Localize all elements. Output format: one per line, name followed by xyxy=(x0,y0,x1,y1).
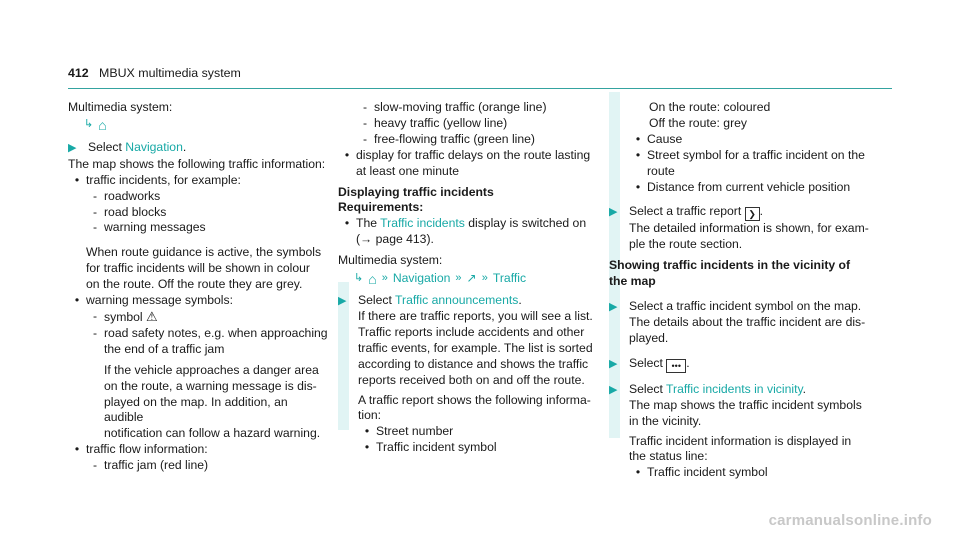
list-item: • display for traffic delays on the route lasting at least one minute xyxy=(344,147,591,178)
list-item: • Street symbol for a traffic incident on the route xyxy=(635,147,865,178)
step-select-traffic-report: ▶ Select a traffic report ❯ . The detailed information is shown, for exam- ple the route section. xyxy=(609,204,869,252)
header-title: MBUX multimedia system xyxy=(99,66,241,80)
list-item: • Traffic incident symbol xyxy=(364,440,497,455)
list-item: - free-flowing traffic (green line) xyxy=(362,131,535,146)
column-2 xyxy=(338,100,600,456)
list-item: • traffic flow information: xyxy=(74,442,208,457)
section-heading-cont: the map xyxy=(609,274,656,289)
list-item: • Traffic incident symbol xyxy=(635,465,768,480)
list-item: - heavy traffic (yellow line) xyxy=(362,115,508,130)
path-home xyxy=(84,116,330,135)
page-header xyxy=(68,66,241,82)
list-item: - road blocks xyxy=(92,204,167,219)
traffic-incidents-vicinity-link[interactable]: Traffic incidents in vicinity xyxy=(666,381,803,396)
step-select-incident-symbol: ▶ Select a traffic incident symbol on the map. The details about the traffic incident are dis- played. xyxy=(609,299,866,345)
chevron-right-icon[interactable]: ❯ xyxy=(745,207,760,221)
warning-triangle-icon: ⚠ xyxy=(146,308,158,324)
page-number: 412 xyxy=(68,66,89,80)
step-arrow-icon: ▶ xyxy=(609,301,618,314)
list-item: - symbol ⚠ xyxy=(92,308,158,324)
traffic-link[interactable]: Traffic xyxy=(492,270,527,285)
list-item: - roadworks xyxy=(92,188,161,203)
navigation-link[interactable]: Navigation xyxy=(125,139,183,154)
step-select-traffic-announcements: ▶ Select Traffic announcements. If there are traffic reports, you will see a list. Traffic reports include accidents and other traffic events, for example. The list is sorted according to distance and shows the traffic reports received both on and off the route. A traffic report shows the following informa- tion: xyxy=(338,293,593,423)
route-guidance-note: When route guidance is active, the symbols for traffic incidents will be shown in colour on the route. Off the route they are grey. xyxy=(86,245,322,292)
system-label: Multimedia system: xyxy=(68,100,173,114)
section-heading: Displaying traffic incidents xyxy=(338,184,494,199)
navigation-link[interactable]: Navigation xyxy=(392,270,451,285)
step-select-navigation: ▶ Select Navigation. xyxy=(68,140,330,157)
list-item: • Street number xyxy=(364,424,454,439)
chevron-right-icon: » xyxy=(455,271,462,284)
list-item: • Distance from current vehicle position xyxy=(635,179,851,194)
list-item: - warning messages xyxy=(92,220,206,235)
traffic-announcements-link[interactable]: Traffic announcements xyxy=(395,293,519,308)
more-options-icon[interactable]: ••• xyxy=(666,359,686,373)
list-item: - traffic jam (red line) xyxy=(92,458,209,473)
list-item: - road safety notes, e.g. when approaching the end of a traffic jam xyxy=(92,325,328,356)
pin-icon[interactable]: ↗ xyxy=(466,270,477,285)
step-arrow-icon: ▶ xyxy=(609,383,618,396)
intro-text: The map shows the following traffic information: xyxy=(68,156,326,171)
requirements-heading: Requirements: xyxy=(338,200,424,215)
list-item: • warning message symbols: xyxy=(74,293,233,308)
path-navigation-traffic xyxy=(354,269,600,288)
header-divider xyxy=(68,88,892,89)
step-select-incidents-vicinity: ▶ Select Traffic incidents in vicinity. The map shows the traffic incident symbols in the vicinity. Traffic incident information is displayed in the status line: xyxy=(609,381,862,464)
step-select-more: ▶ Select ••• . xyxy=(609,355,690,371)
step-arrow-icon: ▶ xyxy=(609,206,618,219)
danger-area-note: If the vehicle approaches a danger area on the route, a warning message is dis- played on the map. In addition, an audible notification can follow a hazard warning. xyxy=(104,362,321,441)
column-3: On the route: coloured Off the route: grey • Cause • Street symbol for a traffic incident on the route • Distance from current vehicle position ▶ Select a traffic report ❯ . The detailed information is shown, for exam- ple the route section. Showing traffic incidents in the vicinity of the map ▶ Select a traffic incident symbol on the map. The details about the traffic incident are dis- played. ▶ Select ••• . ▶ Select Traffic incidents in vicinity. The map shows the traffic incident symbols in the vicinity. Traffic incident information is displayed in the status line: • Traffic incident symbol xyxy=(609,100,899,481)
step-arrow-icon: ▶ xyxy=(609,357,618,370)
path-arrow-icon: ↳ xyxy=(354,271,364,284)
list-item: • Cause xyxy=(635,131,683,146)
column-1 xyxy=(68,100,330,474)
home-icon[interactable]: ⌂ xyxy=(368,270,377,287)
list-item: - slow-moving traffic (orange line) xyxy=(362,100,547,114)
chevron-right-icon: » xyxy=(381,271,388,284)
step-arrow-icon: ▶ xyxy=(338,295,347,308)
step-arrow-icon: ▶ xyxy=(68,141,77,154)
chevron-right-icon: » xyxy=(481,271,488,284)
system-label: Multimedia system: xyxy=(338,253,443,268)
home-icon[interactable]: ⌂ xyxy=(98,117,107,134)
path-arrow-icon: ↳ xyxy=(84,118,94,131)
list-item: • traffic incidents, for example: xyxy=(74,172,241,187)
traffic-incidents-link[interactable]: Traffic incidents xyxy=(380,216,465,231)
watermark: carmanualsonline.info xyxy=(768,512,932,530)
list-item: • The Traffic incidents display is switched on (→ page 413). xyxy=(344,216,587,247)
section-heading: Showing traffic incidents in the vicinity of xyxy=(609,258,851,273)
